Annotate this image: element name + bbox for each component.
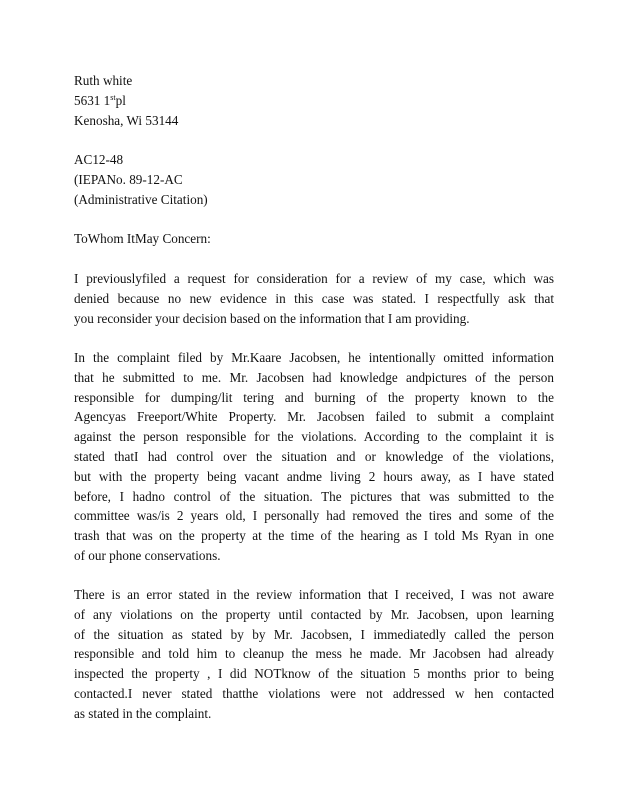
paragraph-line: Agencyas Freeport/White Property. Mr. Jacobsen failed to submit a complaint [74,409,554,425]
sender-street-number: 5631 1 [74,92,111,108]
case-reference [74,150,554,209]
paragraph-line: stated thatI had control over the situation and or knowledge of the violations, [74,448,554,464]
paragraph-line: inspected the property , I did NOTknow of the situation 5 months prior to being [74,666,554,682]
paragraph-line: against the person responsible for the violations. According to the complaint it is [74,429,554,445]
paragraph-line: you reconsider your decision based on the information that I am providing. [74,310,470,326]
paragraph-line: committee was/is 2 years old, I personally had removed the tires and some of the [74,508,554,524]
paragraph-1 [74,269,554,328]
sender-address [74,71,554,130]
paragraph-line: but with the property being vacant andme living 2 hours away, as I have stated [74,468,554,484]
paragraph-line: trash that was on the property at the time of the hearing as I told Ms Ryan in one [74,528,554,544]
paragraph-line: of any violations on the property until contacted by Mr. Jacobsen, upon learning [74,606,554,622]
iepa-number: (IEPANo. 89-12-AC [74,171,183,187]
paragraph-line: I previouslyfiled a request for consideration for a review of my case, which was [74,271,554,286]
sender-street-superscript: st [110,92,116,102]
paragraph-3 [74,585,554,724]
sender-street [74,91,554,111]
paragraph-line: that he submitted to me. Mr. Jacobsen had knowledge andpictures of the person [74,369,554,385]
paragraph-line: of our phone conservations. [74,547,221,563]
paragraph-line: There is an error stated in the review information that I received, I was not aware [74,587,554,602]
paragraph-line: responsible for dumping/lit tering and burning of the property known to the [74,389,554,405]
paragraph-line: of the situation as stated by by Mr. Jacobsen, I immediatedly called the person [74,626,554,642]
paragraph-line: denied because no new evidence in this case was stated. I respectfully ask that [74,290,554,306]
case-number: AC12-48 [74,152,124,167]
paragraph-line: responsible and told him to cleanup the mess he made. Mr Jacobsen had already [74,646,554,662]
sender-city: Kenosha, Wi 53144 [74,112,179,128]
sender-street-suffix: pl [115,92,126,108]
salutation: ToWhom ItMay Concern: [74,231,211,246]
citation-type: (Administrative Citation) [74,191,208,207]
sender-name: Ruth white [74,73,133,88]
paragraph-2 [74,348,554,566]
paragraph-line: In the complaint filed by Mr.Kaare Jacobsen, he intentionally omitted information [74,350,554,365]
paragraph-line: contacted.I never stated thatthe violations were not addressed w hen contacted [74,685,554,701]
paragraph-line: as stated in the complaint. [74,705,212,721]
salutation-block [74,229,554,249]
paragraph-line: before, I hadno control of the situation. The pictures that was submitted to the [74,488,554,504]
